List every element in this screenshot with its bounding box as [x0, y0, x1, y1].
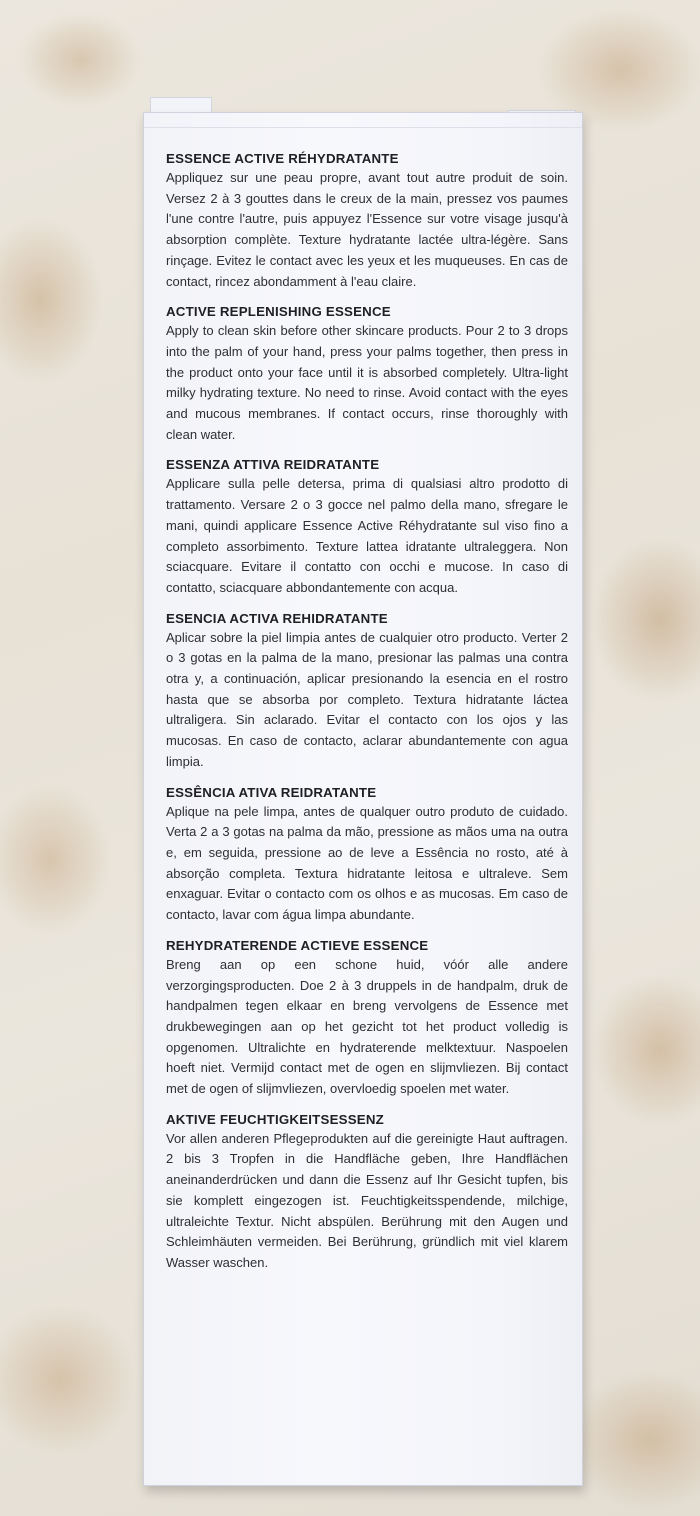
section-title-spanish: ESENCIA ACTIVA REHIDRATANTE	[166, 610, 388, 626]
section-text-italian: Applicare sulla pelle detersa, prima di qualsiasi altro prodotto di trattamento. Versare 2 o 3 gocce nel palmo della mano, sfregare le mani, quindi applicare Essence Active Réhydratante sul viso fino a completo assorbimento. Texture lattea idratante ultraleggera. Non sciacquare. Evitare il contatto con occhi e mucose. In caso di contatto, sciacquare abbondantemente con acqua.	[166, 476, 568, 595]
section-text-portuguese: Aplique na pele limpa, antes de qualquer outro produto de cuidado. Verta 2 a 3 gotas na palma da mão, pressione as mãos uma na outra e, em seguida, pressione ao de leve a Essência no rosto, até à absorção completa. Textura hidratante leitosa e ultraleve. Sem enxaguar. Evitar o contacto com os olhos e as mucosas. Em caso de contacto, lavar com água limpa abundante.	[166, 803, 568, 923]
section-german	[166, 1112, 568, 1274]
section-title-portuguese: ESSÊNCIA ATIVA REIDRATANTE	[166, 784, 377, 800]
section-text-spanish: Aplicar sobre la piel limpia antes de cualquier otro producto. Verter 2 o 3 gotas en la palma de la mano, presionar las palmas una contra otra y, a continuación, aplicar presionando la esencia en el rostro hasta que se absorba por completo. Textura hidratante láctea ultraligera. Sin aclarado. Evitar el contacto con los ojos y las mucosas. En caso de contacto, aclarar abundantemente con agua limpia.	[166, 629, 568, 769]
section-french	[166, 151, 568, 292]
section-text-german: Vor allen anderen Pflegeprodukten auf die gereinigte Haut auftragen. 2 bis 3 Tropfen in die Handfläche geben, Ihre Handflächen aneinanderdrücken und dann die Essenz auf Ihr Gesicht tupfen, bis sie komplett eingezogen ist. Feuchtigkeitsspendende, milchige, ultraleichte Textur. Nicht abspülen. Berührung mit den Augen und Schleimhäuten vermeiden. Bei Berührung, gründlich mit viel klarem Wasser waschen.	[166, 1130, 568, 1270]
section-text-english: Apply to clean skin before other skincare products. Pour 2 to 3 drops into the palm of your hand, press your palms together, then press in the product onto your face until it is absorbed completely. Ultra-light milky hydrating texture. No need to rinse. Avoid contact with the eyes and mucous membranes. If contact occurs, rinse thoroughly with clean water.	[166, 323, 568, 442]
section-title-english: ACTIVE REPLENISHING ESSENCE	[166, 304, 391, 320]
section-dutch	[166, 938, 568, 1100]
box-fold-line	[144, 113, 582, 128]
section-english	[166, 304, 568, 445]
section-spanish	[166, 611, 568, 773]
section-title-german: AKTIVE FEUCHTIGKEITSESSENZ	[166, 1111, 384, 1127]
section-text-dutch: Breng aan op een schone huid, vóór alle andere verzorgingsproducten. Doe 2 à 3 druppels in de handpalm, druk de handpalmen tegen elkaar en breng vervolgens de Essence met drukbewegingen aan op het gezicht tot het product volledig is opgenomen. Ultralichte en hydraterende melktextuur. Naspoelen hoeft niet. Vermijd contact met de ogen en slijmvliezen. Bij contact met de ogen of slijmvliezen, overvloedig spoelen met water.	[166, 956, 568, 1097]
instructions-text-block	[166, 151, 568, 1286]
product-box-panel	[143, 112, 583, 1486]
section-italian	[166, 457, 568, 598]
section-portuguese	[166, 785, 568, 926]
section-text-french: Appliquez sur une peau propre, avant tout autre produit de soin. Versez 2 à 3 gouttes dans le creux de la main, pressez vos paumes l'une contre l'autre, puis appuyez l'Essence sur votre visage jusqu'à absorption complète. Texture hydratante lactée ultra-légère. Sans rinçage. Evitez le contact avec les yeux et les muqueuses. En cas de contact, rincez abondamment à l'eau claire.	[166, 170, 568, 289]
section-title-italian: ESSENZA ATTIVA REIDRATANTE	[166, 457, 380, 473]
section-title-dutch: REHYDRATERENDE ACTIEVE ESSENCE	[166, 937, 429, 953]
section-title-french: ESSENCE ACTIVE RÉHYDRATANTE	[166, 151, 399, 166]
